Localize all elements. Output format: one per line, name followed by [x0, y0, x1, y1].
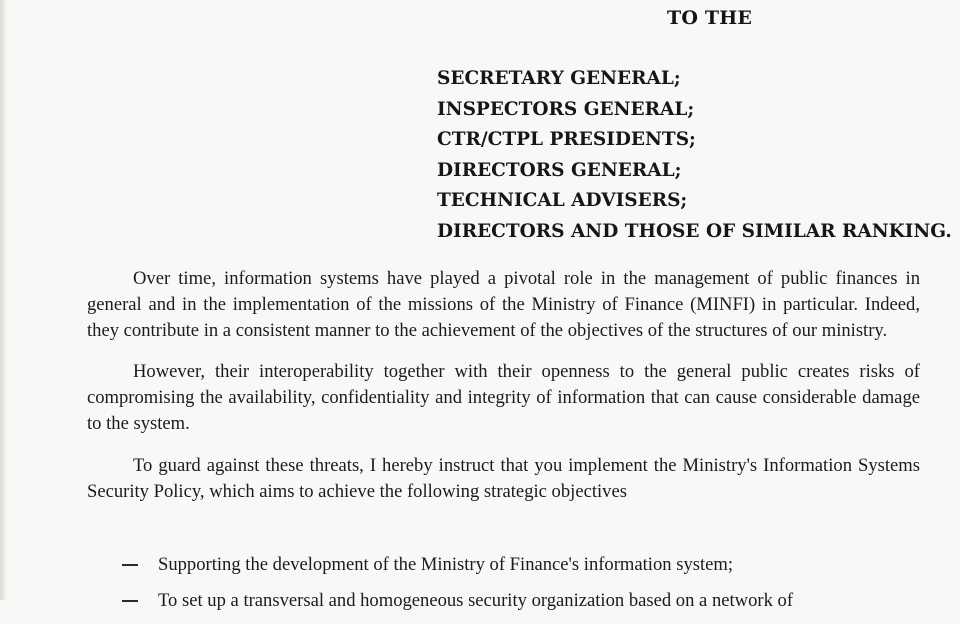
- salutation: TO THE: [667, 7, 753, 29]
- body-paragraph: To guard against these threats, I hereby instruct that you implement the Ministry's Information Systems Security Policy, which aims to achieve the following strategic objectives: [87, 455, 920, 502]
- objective-item: [122, 588, 922, 614]
- body-paragraph: However, their interoperability together with their openness to the general public creates risks of compromising the availability, confidentiality and integrity of information that can cause considerable damage to the system.: [87, 361, 920, 434]
- body-paragraph: Over time, information systems have played a pivotal role in the management of public finances in general and in the implementation of the missions of the Ministry of Finance (MINFI) in particular. Indeed, they contribute in a consistent manner to the achievement of the objectives of the structures of our ministry.: [87, 268, 920, 341]
- recipient-item: DIRECTORS GENERAL;: [437, 159, 682, 181]
- objective-text: To set up a transversal and homogeneous security organization based on a network of: [158, 590, 794, 611]
- recipient-item: TECHNICAL ADVISERS;: [437, 190, 688, 211]
- recipient-item: DIRECTORS AND THOSE OF SIMILAR RANKING.: [437, 220, 952, 242]
- page-edge-shadow: [0, 0, 6, 600]
- recipient-item: CTR/CTPL PRESIDENTS;: [437, 129, 696, 150]
- dash-bullet-icon: [122, 600, 138, 602]
- recipient-item: SECRETARY GENERAL;: [437, 68, 681, 89]
- objective-text: Supporting the development of the Ministry of Finance's information system;: [158, 554, 734, 575]
- dash-bullet-icon: [122, 564, 138, 566]
- letter-body: [87, 266, 920, 505]
- recipient-item: INSPECTORS GENERAL;: [437, 98, 695, 120]
- objectives-list: [122, 552, 922, 624]
- objective-item: [122, 552, 922, 578]
- recipient-list: [437, 64, 952, 247]
